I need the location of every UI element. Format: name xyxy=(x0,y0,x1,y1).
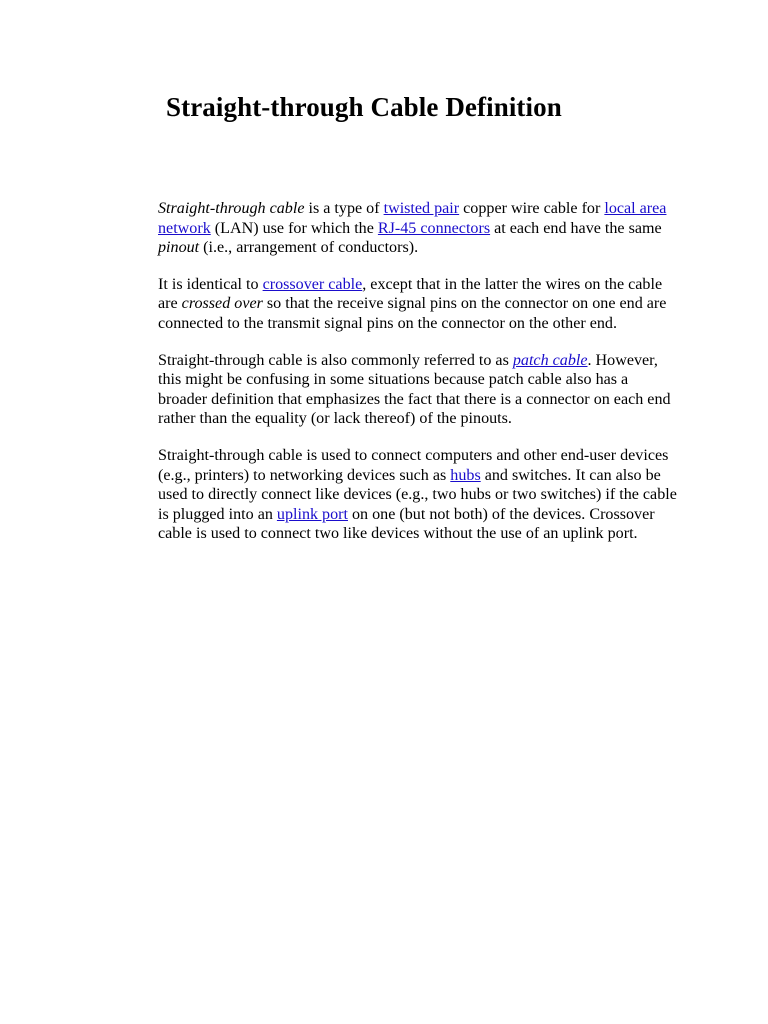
link-rj45-connectors[interactable]: RJ-45 connectors xyxy=(377,219,491,237)
term-pinout: pinout xyxy=(158,239,200,257)
link-local-area-network[interactable]: local area network xyxy=(158,200,667,237)
page-title: Straight-through Cable Definition xyxy=(166,92,562,122)
text-span: at each end have the same xyxy=(490,219,662,237)
article-body xyxy=(158,199,678,561)
link-twisted-pair[interactable]: twisted pair xyxy=(383,200,460,217)
paragraph-usage xyxy=(158,446,678,544)
link-patch-cable[interactable] xyxy=(513,352,588,369)
link-patch-cable-label: patch cable xyxy=(512,351,588,369)
text-span: and switches. It can also be used to directly connect like devices (e.g., two hubs or two switches) if the cable is plugged into an xyxy=(158,466,677,523)
text-span: so that the receive signal pins on the connector on one end are connected to the transmit signal pins on the connector on the other end. xyxy=(158,295,667,332)
paragraph-crossover-comparison xyxy=(158,275,678,334)
text-span: (LAN) use for which the xyxy=(210,219,378,237)
link-crossover-cable[interactable]: crossover cable xyxy=(262,275,363,293)
paragraph-definition xyxy=(158,199,678,258)
text-span: (i.e., arrangement of conductors). xyxy=(199,239,419,257)
text-span: is a type of xyxy=(304,200,384,217)
text-span: copper wire cable for xyxy=(459,200,605,217)
link-uplink-port[interactable]: uplink port xyxy=(276,505,348,523)
text-span: It is identical to xyxy=(158,275,263,293)
term-crossed-over: crossed over xyxy=(181,295,263,313)
term-straight-through-cable: Straight-through cable xyxy=(158,200,305,217)
text-span: . However, this might be confusing in some situations because patch cable also has a broader definition that emphasizes the fact that there is a connector on each end rather than the equality (or lack thereof) of the pinouts. xyxy=(158,351,671,428)
paragraph-patch-cable xyxy=(158,351,678,429)
text-span: on one (but not both) of the devices. Crossover cable is used to connect two like devices without the use of an uplink port. xyxy=(158,505,655,543)
link-hubs[interactable]: hubs xyxy=(450,466,481,484)
text-span: Straight-through cable is used to connect computers and other end-user devices (e.g., printers) to networking devices such as xyxy=(158,446,669,484)
text-span: , except that in the latter the wires on the cable are xyxy=(158,275,663,313)
text-span: Straight-through cable is also commonly referred to as xyxy=(158,351,513,369)
